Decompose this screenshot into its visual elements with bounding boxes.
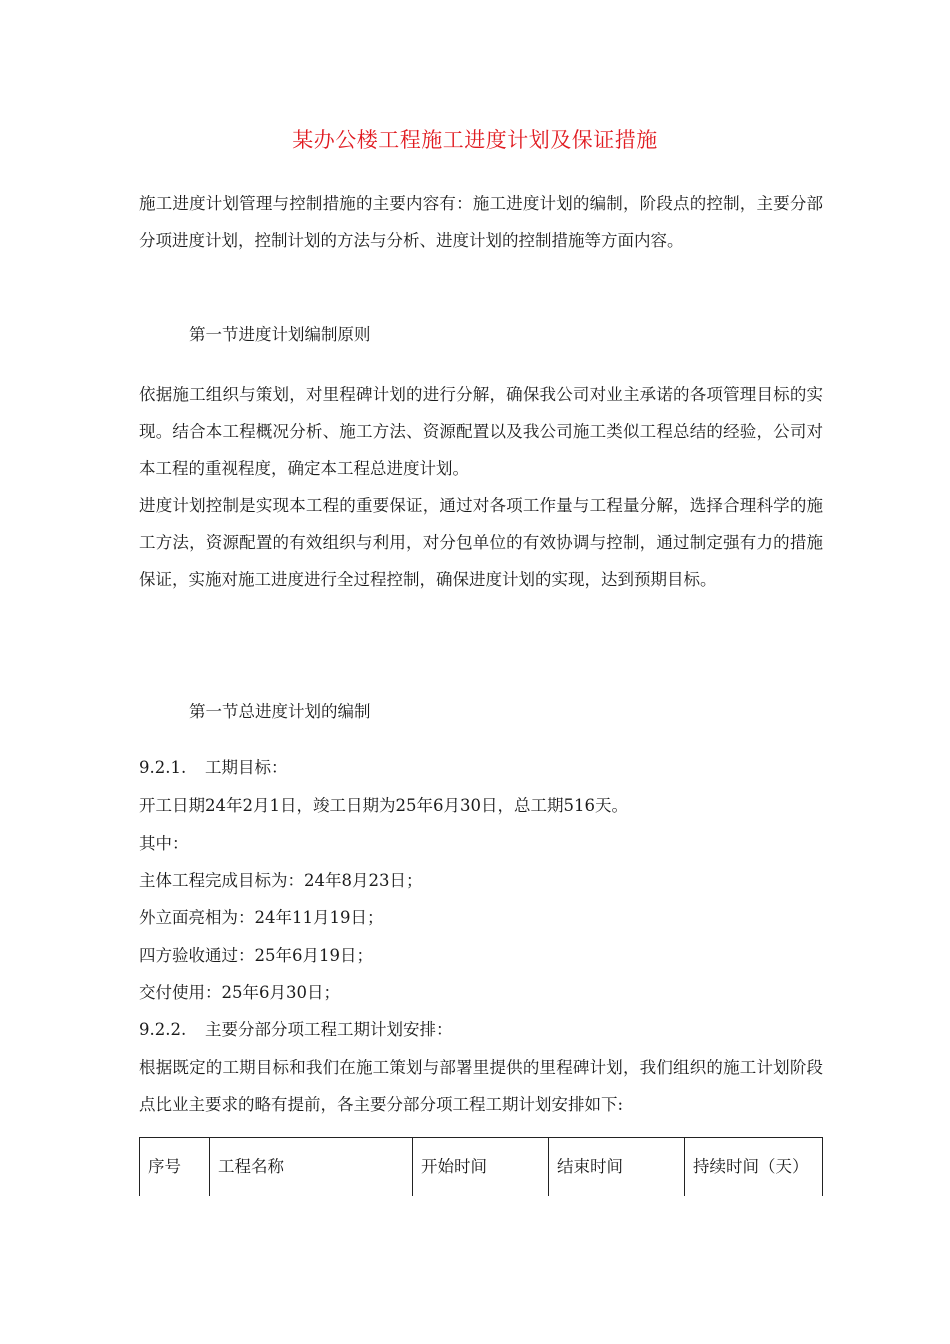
item-label: 工期目标： bbox=[205, 758, 288, 777]
principles-paragraph-1: 依据施工组织与策划，对里程碑计划的进行分解，确保我公司对业主承诺的各项管理目标的实现。结合本工程概况分析、施工方法、资源配置以及我公司施工类似工程总结的经验，公司对本工程的重视程度，确定本工程总进度计划。 bbox=[139, 385, 823, 478]
item-duration-target bbox=[139, 753, 288, 783]
section-heading-master-schedule: 第一节总进度计划的编制 bbox=[189, 702, 371, 721]
intro-paragraph: 施工进度计划管理与控制措施的主要内容有：施工进度计划的编制，阶段点的控制，主要分部分项进度计划，控制计划的方法与分析、进度计划的控制措施等方面内容。 bbox=[139, 194, 823, 250]
milestone-item: 交付使用：25年6月30日； bbox=[139, 983, 340, 1002]
table-header-cell: 结束时间 bbox=[549, 1138, 685, 1197]
table-header-cell: 持续时间（天） bbox=[685, 1138, 823, 1197]
item-number: 9.2.2. bbox=[139, 1020, 187, 1039]
table-header-cell: 开始时间 bbox=[413, 1138, 549, 1197]
schedule-dates: 开工日期24年2月1日，竣工日期为25年6月30日，总工期516天。 bbox=[139, 796, 628, 815]
document-title: 某办公楼工程施工进度计划及保证措施 bbox=[292, 128, 658, 152]
table-header-cell: 序号 bbox=[140, 1138, 210, 1197]
item-label: 主要分部分项工程工期计划安排： bbox=[205, 1020, 453, 1039]
among-label: 其中： bbox=[139, 834, 189, 853]
milestone-item: 外立面亮相为：24年11月19日； bbox=[139, 908, 384, 927]
table-header-cell: 工程名称 bbox=[210, 1138, 413, 1197]
milestone-item: 四方验收通过：25年6月19日； bbox=[139, 946, 373, 965]
table-header-row bbox=[140, 1138, 823, 1197]
item-subproject-plan bbox=[139, 1015, 453, 1045]
subproject-paragraph: 根据既定的工期目标和我们在施工策划与部署里提供的里程碑计划，我们组织的施工计划阶段点比业主要求的略有提前，各主要分部分项工程工期计划安排如下: bbox=[139, 1058, 823, 1114]
schedule-table bbox=[139, 1137, 823, 1196]
item-number: 9.2.1. bbox=[139, 758, 187, 777]
milestone-item: 主体工程完成目标为：24年8月23日； bbox=[139, 871, 423, 890]
principles-paragraph-2: 进度计划控制是实现本工程的重要保证，通过对各项工作量与工程量分解，选择合理科学的施工方法，资源配置的有效组织与利用，对分包单位的有效协调与控制，通过制定强有力的措施保证，实施对施工进度进行全过程控制，确保进度计划的实现，达到预期目标。 bbox=[139, 496, 823, 589]
section-heading-principles: 第一节进度计划编制原则 bbox=[189, 325, 371, 344]
